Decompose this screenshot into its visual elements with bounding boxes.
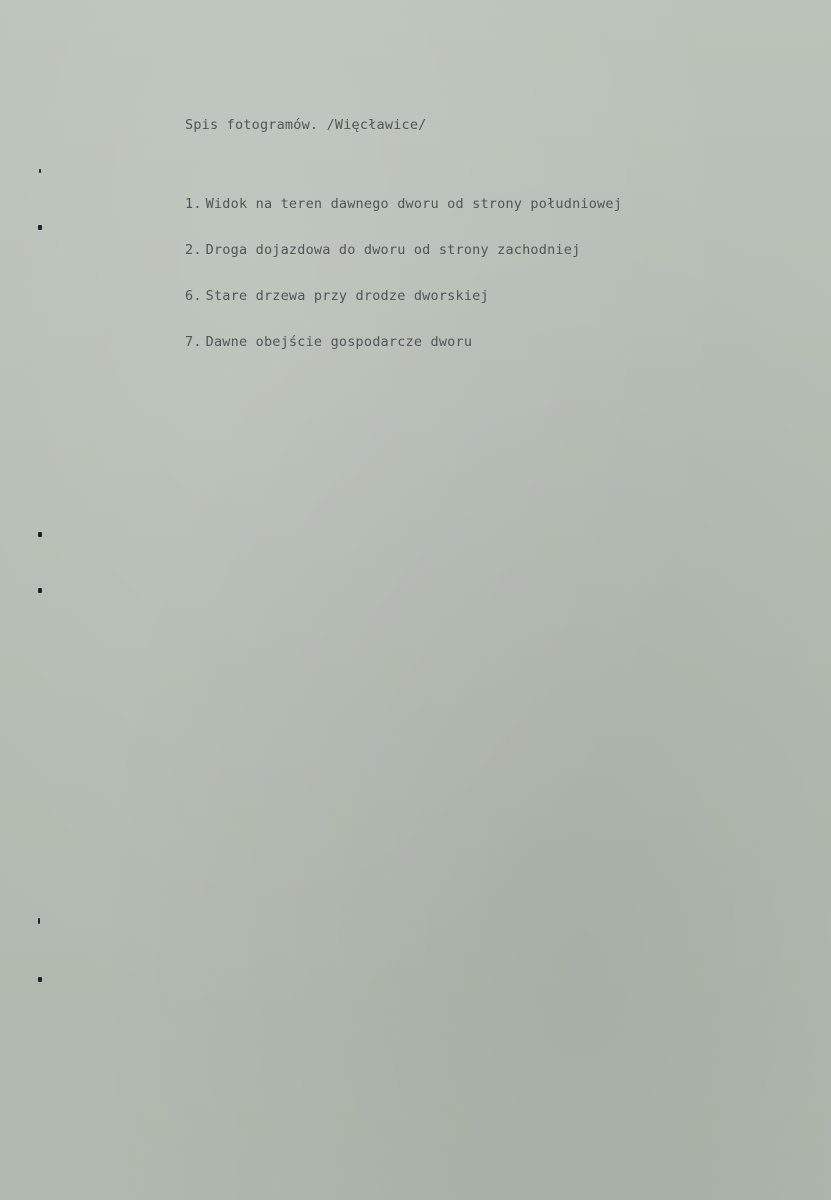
punch-mark	[39, 169, 41, 173]
document-heading: Spis fotogramów. /Więcławice/	[185, 117, 427, 133]
item-text: Droga dojazdowa do dworu od strony zachodniej	[205, 242, 581, 258]
list-item	[185, 286, 622, 332]
photo-list	[185, 194, 622, 378]
item-number: 6.	[185, 288, 202, 304]
punch-mark	[38, 977, 42, 982]
punch-mark	[38, 225, 42, 230]
item-text: Stare drzewa przy drodze dworskiej	[205, 288, 489, 304]
punch-mark	[38, 918, 40, 924]
item-number: 1.	[185, 196, 202, 212]
punch-mark	[38, 588, 42, 593]
item-number: 7.	[185, 334, 202, 350]
punch-mark	[38, 532, 42, 537]
item-text: Dawne obejście gospodarcze dworu	[205, 334, 473, 350]
list-item	[185, 194, 622, 240]
item-number: 2.	[185, 242, 202, 258]
list-item	[185, 240, 622, 286]
list-item	[185, 332, 622, 378]
item-text: Widok na teren dawnego dworu od strony południowej	[205, 196, 623, 212]
